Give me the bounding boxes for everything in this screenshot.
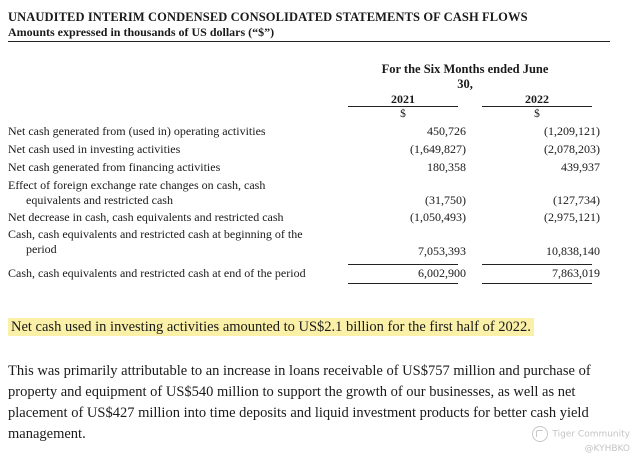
value-2022: (2,078,203) <box>544 142 600 156</box>
row-label: Net decrease in cash, cash equivalents and restricted cash <box>8 210 284 224</box>
statement-subtitle: Amounts expressed in thousands of US dollars (“$”) <box>8 25 275 39</box>
highlighted-sentence: Net cash used in investing activities amounted to US$2.1 billion for the first half of 2022. <box>8 319 534 336</box>
currency-symbol: $ <box>400 108 406 120</box>
value-2022: 439,937 <box>561 160 600 174</box>
value-2022: (2,975,121) <box>544 210 600 224</box>
period-header: For the Six Months ended June 30, <box>381 62 549 91</box>
column-year-2021: 2021 <box>391 92 415 106</box>
row-label: Net cash generated from (used in) operating activities <box>8 124 266 138</box>
explanation-paragraph: This was primarily attributable to an increase in loans receivable of US$757 million and purchase of property and equipment of US$540 million to support the growth of our businesses, as well as net placement of US$427 million into time deposits and liquid investment products for better cash yield management. <box>8 363 591 442</box>
row-label: Net cash generated from financing activities <box>8 160 221 174</box>
total-line-top <box>482 264 592 265</box>
row-label: Net cash used in investing activities <box>8 142 181 156</box>
value-2021: (31,750) <box>425 193 466 207</box>
row-label-continued: period <box>26 242 57 256</box>
total-line-bottom <box>482 283 592 284</box>
row-label-continued: equivalents and restricted cash <box>26 193 173 207</box>
tiger-logo-icon <box>532 426 548 442</box>
value-2021: (1,649,827) <box>410 142 466 156</box>
column-underline <box>348 106 458 107</box>
header-rule <box>8 41 610 42</box>
value-2021: 6,002,900 <box>418 266 466 280</box>
total-line-bottom <box>348 283 458 284</box>
value-2022: 10,838,140 <box>546 244 600 258</box>
value-2022: 7,863,019 <box>552 266 600 280</box>
total-line-top <box>348 264 458 265</box>
row-label: Cash, cash equivalents and restricted cash at end of the period <box>8 266 306 280</box>
currency-symbol: $ <box>534 108 540 120</box>
watermark-brand: Tiger Community <box>552 429 630 439</box>
value-2022: (1,209,121) <box>544 124 600 138</box>
column-year-2022: 2022 <box>525 92 549 106</box>
watermark-handle: @KYHBKO <box>584 444 630 454</box>
column-underline <box>482 106 592 107</box>
statement-title: UNAUDITED INTERIM CONDENSED CONSOLIDATED STATEMENTS OF CASH FLOWS <box>8 10 528 24</box>
value-2022: (127,734) <box>553 193 600 207</box>
row-label: Cash, cash equivalents and restricted cash at beginning of the <box>8 227 303 241</box>
value-2021: 7,053,393 <box>418 244 466 258</box>
row-label: Effect of foreign exchange rate changes on cash, cash <box>8 178 266 192</box>
value-2021: (1,050,493) <box>410 210 466 224</box>
value-2021: 180,358 <box>427 160 466 174</box>
watermark <box>532 426 630 458</box>
value-2021: 450,726 <box>427 124 466 138</box>
